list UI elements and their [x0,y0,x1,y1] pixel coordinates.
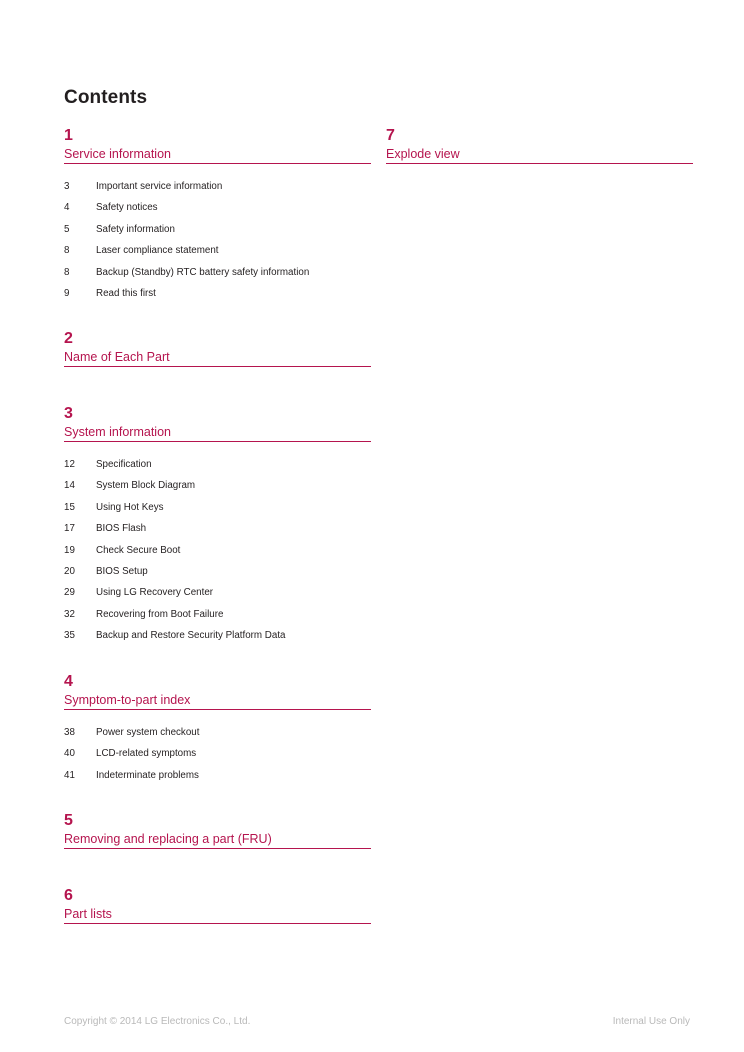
section-title[interactable]: Symptom-to-part index [64,693,371,710]
toc-entry[interactable] [64,629,371,650]
section-title[interactable]: Part lists [64,907,371,924]
section-explode-view [386,125,693,164]
entry-label: BIOS Setup [96,565,148,577]
entry-page: 40 [64,748,75,760]
entry-label: Backup and Restore Security Platform Data [96,630,286,642]
entry-label: Using LG Recovery Center [96,587,214,599]
section-number: 1 [64,127,73,144]
section-number: 6 [64,887,73,904]
toc-entry[interactable] [64,565,371,586]
footer-copyright: Copyright © 2014 LG Electronics Co., Ltd. [64,1016,251,1027]
entry-page: 29 [64,587,75,599]
entry-label: Backup (Standby) RTC battery safety information [96,266,310,278]
entry-page: 38 [64,727,75,738]
toc-entry[interactable] [64,522,371,543]
entry-label: Safety information [96,223,175,235]
section-number: 3 [64,405,73,422]
section-service-information [64,125,371,308]
toc-entry[interactable] [64,223,371,244]
entry-label: System Block Diagram [96,480,196,492]
entry-page: 14 [64,480,75,492]
toc-entry[interactable] [64,608,371,629]
toc-entry[interactable] [64,458,371,479]
section-title[interactable]: Name of Each Part [64,350,371,367]
entry-label: LCD-related symptoms [96,748,197,760]
entry-page: 12 [64,459,75,470]
section-title[interactable]: Explode view [386,147,693,164]
toc-entry[interactable] [64,287,371,308]
entry-label: Using Hot Keys [96,501,164,513]
section-number: 2 [64,330,73,347]
toc-entry[interactable] [64,479,371,500]
entry-page: 9 [64,287,70,299]
toc-entry[interactable] [64,201,371,222]
page-title: Contents [64,87,148,108]
entry-page: 8 [64,245,70,257]
entry-label: Important service information [96,181,223,192]
toc-entry[interactable] [64,726,371,747]
toc-entry[interactable] [64,501,371,522]
section-symptom-to-part-index [64,671,371,790]
entry-page: 4 [64,202,70,214]
entry-label: Power system checkout [96,727,200,738]
entry-page: 15 [64,501,75,513]
entry-page: 35 [64,630,75,642]
entry-label: Indeterminate problems [96,769,199,781]
entry-page: 41 [64,769,75,781]
entry-label: Check Secure Boot [96,544,181,556]
entry-label: BIOS Flash [96,523,147,535]
entry-list [64,726,371,790]
entry-list [64,458,371,651]
toc-entry[interactable] [64,544,371,565]
entry-label: Specification [96,459,152,470]
section-name-of-each-part [64,328,371,367]
entry-page: 19 [64,544,75,556]
entry-label: Laser compliance statement [96,245,219,257]
section-system-information [64,403,371,651]
section-title[interactable]: Service information [64,147,371,164]
entry-label: Read this first [96,287,156,299]
toc-entry[interactable] [64,769,371,790]
entry-page: 5 [64,223,70,235]
entry-page: 32 [64,608,75,620]
section-title[interactable]: System information [64,425,371,442]
section-part-lists [64,885,371,924]
entry-page: 20 [64,565,75,577]
toc-entry[interactable] [64,266,371,287]
section-number: 5 [64,812,73,829]
toc-entry[interactable] [64,180,371,201]
entry-label: Recovering from Boot Failure [96,608,224,620]
footer-internal-use: Internal Use Only [612,1016,690,1027]
entry-list [64,180,371,308]
entry-label: Safety notices [96,202,158,214]
toc-entry[interactable] [64,747,371,768]
toc-entry[interactable] [64,586,371,607]
entry-page: 8 [64,266,70,278]
entry-page: 3 [64,181,70,192]
entry-page: 17 [64,523,75,535]
section-title[interactable]: Removing and replacing a part (FRU) [64,832,371,849]
section-removing-and-replacing [64,810,371,849]
section-number: 7 [386,127,395,144]
section-number: 4 [64,673,73,690]
toc-entry[interactable] [64,244,371,265]
